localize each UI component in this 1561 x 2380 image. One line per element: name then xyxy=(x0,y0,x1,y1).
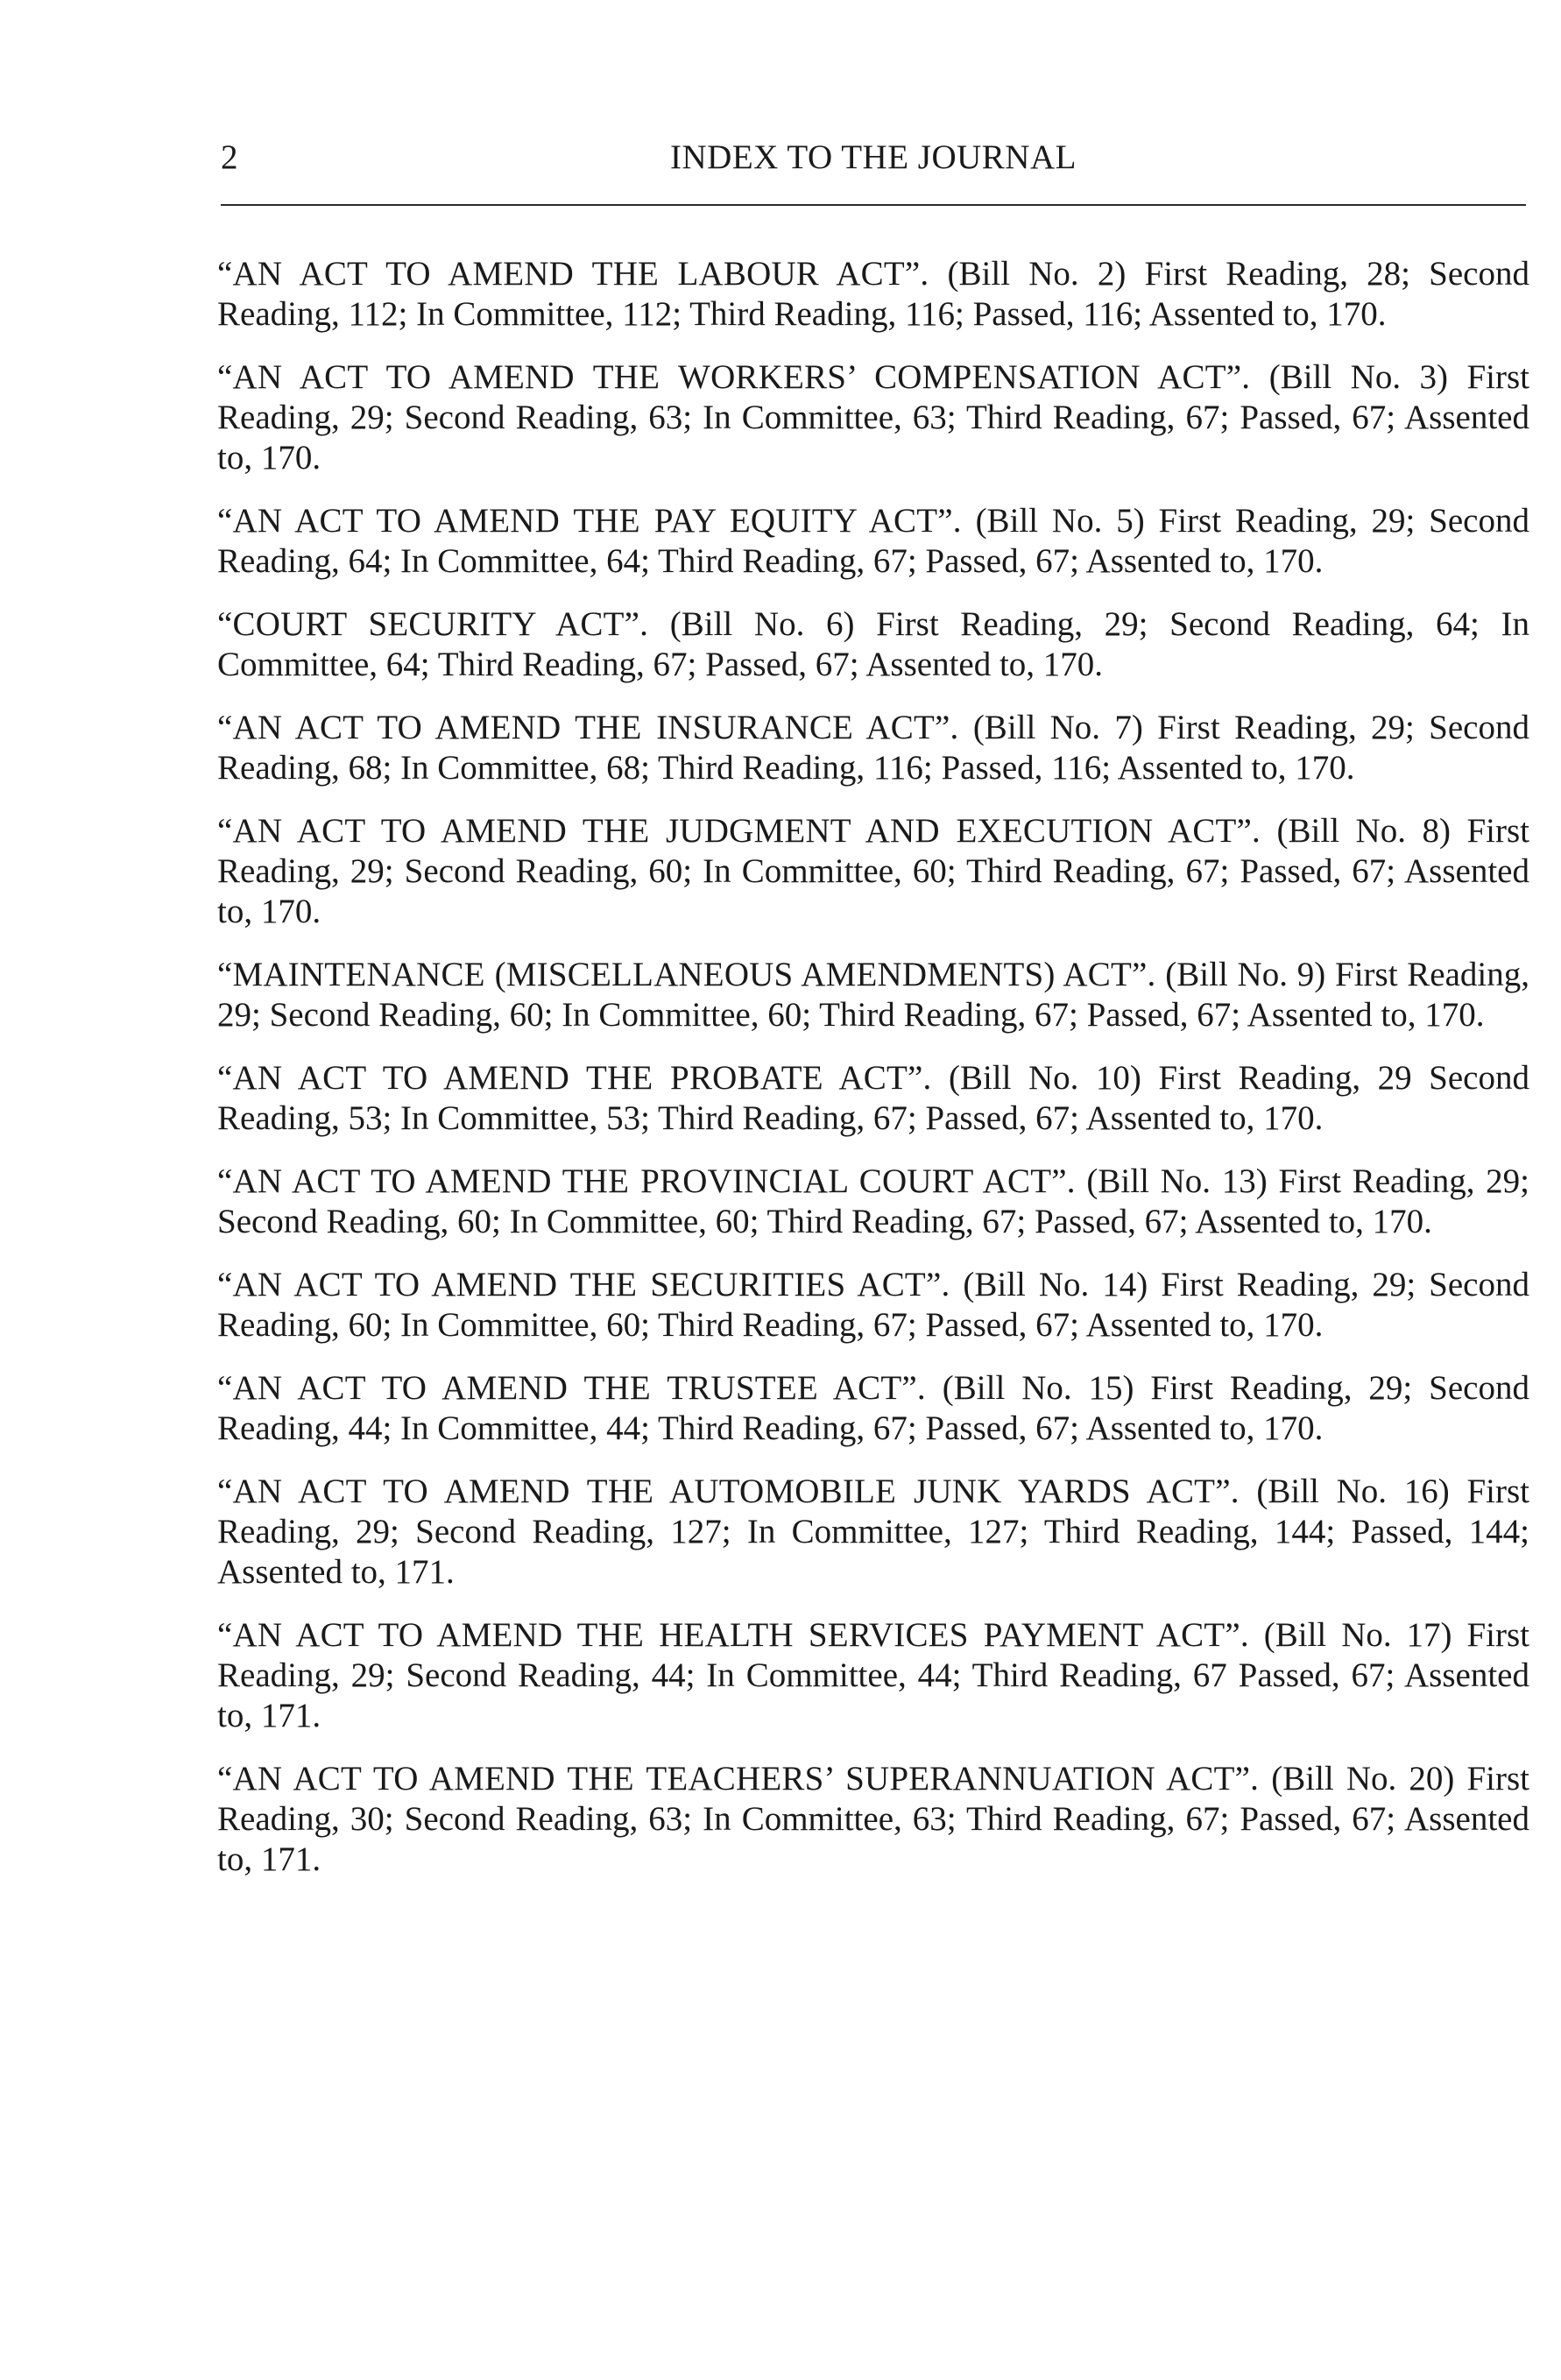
bill-entry xyxy=(217,1162,1529,1242)
bill-details: (Bill No. 17) First Reading, 29; Second Reading, 44; In Committee, 44; Third Reading, 67 Passed, 67; Assented to, 171. xyxy=(217,1616,1529,1734)
act-title: “AN ACT TO AMEND THE AUTOMOBILE JUNK YARDS ACT”. xyxy=(217,1472,1240,1510)
bill-entry xyxy=(217,955,1529,1035)
running-title: INDEX TO THE JOURNAL xyxy=(670,138,1077,176)
bill-entry xyxy=(217,1759,1529,1880)
bill-entry xyxy=(217,1615,1529,1736)
act-title: “AN ACT TO AMEND THE PROVINCIAL COURT ACT”. xyxy=(217,1162,1076,1200)
bill-details: (Bill No. 10) First Reading, 29 Second Reading, 53; In Committee, 53; Third Reading, 67; Passed, 67; Assented to, 170. xyxy=(217,1059,1529,1137)
act-title: “MAINTENANCE (MISCELLANEOUS AMENDMENTS) ACT”. xyxy=(217,956,1156,993)
bill-entry xyxy=(217,604,1529,685)
act-title: “COURT SECURITY ACT”. xyxy=(217,605,649,643)
act-title: “AN ACT TO AMEND THE TRUSTEE ACT”. xyxy=(217,1369,926,1407)
bill-entry xyxy=(217,1472,1529,1593)
bill-entry xyxy=(217,811,1529,932)
bill-index-list xyxy=(217,254,1529,1903)
page-number: 2 xyxy=(221,138,238,176)
act-title: “AN ACT TO AMEND THE SECURITIES ACT”. xyxy=(217,1266,950,1303)
bill-details: (Bill No. 14) First Reading, 29; Second Reading, 60; In Committee, 60; Third Reading, 67; Passed, 67; Assented to, 170. xyxy=(217,1266,1529,1344)
header-rule xyxy=(221,204,1526,206)
bill-entry xyxy=(217,357,1529,478)
bill-details: (Bill No. 2) First Reading, 28; Second Reading, 112; In Committee, 112; Third Reading, 116; Passed, 116; Assented to, 170. xyxy=(217,255,1529,333)
act-title: “AN ACT TO AMEND THE PAY EQUITY ACT”. xyxy=(217,502,962,540)
bill-entry xyxy=(217,501,1529,582)
bill-entry xyxy=(217,254,1529,335)
bill-details: (Bill No. 6) First Reading, 29; Second Reading, 64; In Committee, 64; Third Reading, 67; Passed, 67; Assented to, 170. xyxy=(217,605,1529,683)
act-title: “AN ACT TO AMEND THE HEALTH SERVICES PAYMENT ACT”. xyxy=(217,1616,1249,1654)
act-title: “AN ACT TO AMEND THE INSURANCE ACT”. xyxy=(217,709,959,746)
bill-details: (Bill No. 13) First Reading, 29; Second Reading, 60; In Committee, 60; Third Reading, 67; Passed, 67; Assented to, 170. xyxy=(217,1162,1529,1240)
bill-details: (Bill No. 9) First Reading, 29; Second Reading, 60; In Committee, 60; Third Reading, 67; Passed, 67; Assented to, 170. xyxy=(217,956,1530,1034)
act-title: “AN ACT TO AMEND THE LABOUR ACT”. xyxy=(217,255,929,293)
act-title: “AN ACT TO AMEND THE TEACHERS’ SUPERANNUATION ACT”. xyxy=(217,1760,1260,1797)
bill-details: (Bill No. 15) First Reading, 29; Second Reading, 44; In Committee, 44; Third Reading, 67; Passed, 67; Assented to, 170. xyxy=(217,1369,1529,1447)
bill-entry xyxy=(217,1368,1529,1449)
bill-details: (Bill No. 5) First Reading, 29; Second Reading, 64; In Committee, 64; Third Reading, 67; Passed, 67; Assented to, 170. xyxy=(217,502,1529,580)
page-header xyxy=(221,131,1526,184)
act-title: “AN ACT TO AMEND THE PROBATE ACT”. xyxy=(217,1059,932,1097)
act-title: “AN ACT TO AMEND THE JUDGMENT AND EXECUTION ACT”. xyxy=(217,812,1261,850)
bill-entry xyxy=(217,1265,1529,1345)
bill-entry xyxy=(217,708,1529,788)
bill-details: (Bill No. 3) First Reading, 29; Second Reading, 63; In Committee, 63; Third Reading, 67; Passed, 67; Assented to, 170. xyxy=(217,358,1529,477)
bill-entry xyxy=(217,1058,1529,1139)
bill-details: (Bill No. 8) First Reading, 29; Second Reading, 60; In Committee, 60; Third Reading, 67; Passed, 67; Assented to, 170. xyxy=(217,812,1529,930)
act-title: “AN ACT TO AMEND THE WORKERS’ COMPENSATION ACT”. xyxy=(217,358,1251,396)
bill-details: (Bill No. 7) First Reading, 29; Second Reading, 68; In Committee, 68; Third Reading, 116; Passed, 116; Assented to, 170. xyxy=(217,709,1529,787)
bill-details: (Bill No. 16) First Reading, 29; Second Reading, 127; In Committee, 127; Third Reading, 144; Passed, 144; Assented to, 171. xyxy=(217,1472,1529,1591)
bill-details: (Bill No. 20) First Reading, 30; Second Reading, 63; In Committee, 63; Third Reading, 67; Passed, 67; Assented to, 171. xyxy=(217,1760,1530,1878)
